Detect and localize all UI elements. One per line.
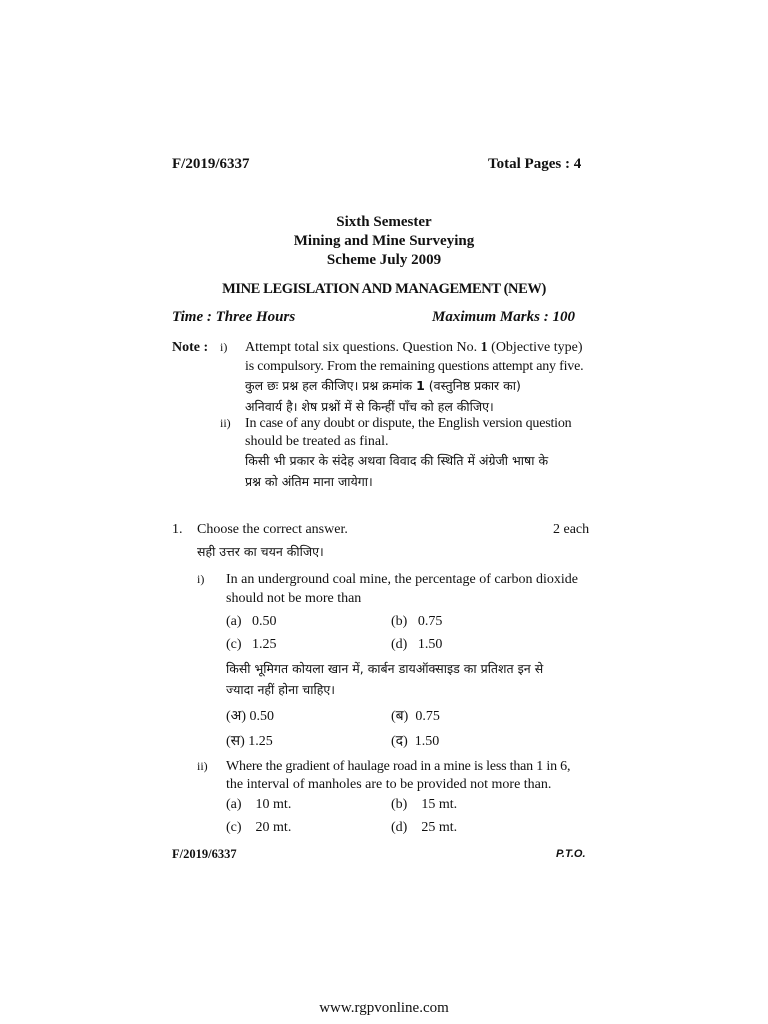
q1-ii-number: ii) bbox=[197, 759, 208, 773]
footer-paper-code: F/2019/6337 bbox=[172, 847, 237, 861]
q1-ii-english-line2: the interval of manholes are to be provided not more than. bbox=[226, 777, 552, 792]
subject-title: MINE LEGISLATION AND MANAGEMENT (NEW) bbox=[222, 281, 546, 297]
paper-code: F/2019/6337 bbox=[172, 156, 250, 172]
total-pages: Total Pages : 4 bbox=[488, 156, 582, 172]
note-ii-hindi-line2: प्रश्न को अंतिम माना जायेगा। bbox=[245, 474, 373, 489]
note-i-hindi-line2: अनिवार्य है। शेष प्रश्नों में से किन्हीं पाँच को हल कीजिए। bbox=[245, 399, 494, 414]
scheme-title: Scheme July 2009 bbox=[326, 252, 442, 268]
q1-i-hindi-option-d: (द) 1.50 bbox=[391, 734, 440, 749]
watermark-url[interactable]: www.rgpvonline.com bbox=[319, 1000, 449, 1016]
q1-i-number: i) bbox=[197, 572, 205, 586]
note-ii-english-line2: should be treated as final. bbox=[245, 434, 389, 449]
q1-i-option-a: (a) 0.50 bbox=[226, 614, 277, 629]
question-1-hindi: सही उत्तर का चयन कीजिए। bbox=[197, 544, 324, 559]
q1-i-hindi-line1: किसी भूमिगत कोयला खान में, कार्बन डायऑक्साइड का प्रतिशत इन से bbox=[226, 661, 544, 676]
q1-i-hindi-line2: ज्यादा नहीं होना चाहिए। bbox=[226, 682, 335, 697]
q1-ii-english-line1: Where the gradient of haulage road in a mine is less than 1 in 6, bbox=[226, 759, 571, 774]
pto-label: P.T.O. bbox=[556, 848, 586, 860]
q1-i-hindi-option-a: (अ) 0.50 bbox=[226, 709, 275, 724]
question-1-text: Choose the correct answer. bbox=[197, 522, 348, 537]
q1-i-hindi-option-b: (ब) 0.75 bbox=[391, 709, 440, 724]
note-label: Note : bbox=[172, 340, 209, 355]
q1-i-option-b: (b) 0.75 bbox=[391, 614, 443, 629]
note-i-hindi-line1: कुल छः प्रश्न हल कीजिए। प्रश्न क्रमांक 1 (वस्तुनिष्ठ प्रकार का) bbox=[245, 378, 521, 393]
note-i-number: i) bbox=[220, 340, 228, 354]
q1-i-english-line2: should not be more than bbox=[226, 591, 362, 606]
branch-title: Mining and Mine Surveying bbox=[293, 233, 475, 249]
max-marks: Maximum Marks : 100 bbox=[432, 309, 575, 325]
q1-i-option-c: (c) 1.25 bbox=[226, 637, 277, 652]
q1-ii-option-b: (b) 15 mt. bbox=[391, 797, 458, 812]
q1-i-hindi-option-c: (स) 1.25 bbox=[226, 734, 273, 749]
note-i-english-line1: Attempt total six questions. Question No. 1 (Objective type) bbox=[245, 340, 583, 355]
q1-ii-option-d: (d) 25 mt. bbox=[391, 820, 458, 835]
q1-i-option-d: (d) 1.50 bbox=[391, 637, 443, 652]
q1-ii-option-a: (a) 10 mt. bbox=[226, 797, 292, 812]
note-ii-number: ii) bbox=[220, 416, 231, 430]
time-label: Time : Three Hours bbox=[172, 309, 296, 325]
note-ii-hindi-line1: किसी भी प्रकार के संदेह अथवा विवाद की स्थिति में अंग्रेजी भाषा के bbox=[245, 453, 549, 468]
semester-title: Sixth Semester bbox=[336, 214, 432, 230]
note-i-english-line2: is compulsory. From the remaining questions attempt any five. bbox=[245, 359, 584, 374]
question-1-marks: 2 each bbox=[553, 522, 590, 537]
question-1-number: 1. bbox=[172, 522, 183, 537]
q1-i-english-line1: In an underground coal mine, the percentage of carbon dioxide bbox=[226, 572, 578, 587]
q1-ii-option-c: (c) 20 mt. bbox=[226, 820, 292, 835]
note-ii-english-line1: In case of any doubt or dispute, the English version question bbox=[245, 416, 572, 431]
